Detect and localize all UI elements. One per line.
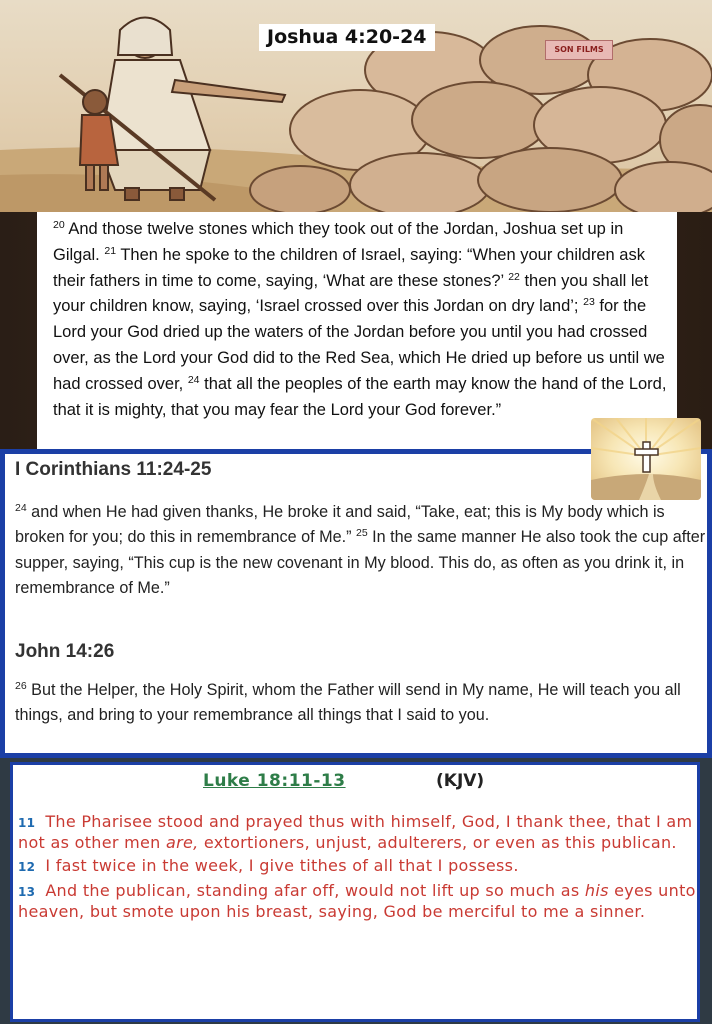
joshua-passage-text — [37, 212, 677, 450]
verse-paragraph — [18, 881, 698, 921]
verse-paragraph — [18, 856, 698, 877]
verse-number: 11 — [18, 816, 36, 830]
verse-text: for the Lord your God dried up the waters of the Jordan before you until you had crossed over, as the Lord your God did to the Red Sea, which He dried up before us until we had crossed over, — [53, 297, 665, 393]
verse-text: And the publican, standing afar off, would not lift up so much as — [45, 881, 585, 900]
verse-number: 22 — [508, 270, 520, 283]
verse-number: 21 — [104, 244, 117, 257]
verse-number: 25 — [356, 527, 368, 540]
verse-text: extortioners, unjust, adulterers, or even as this publican. — [198, 833, 677, 852]
verse-text: eyes unto heaven, but smote upon his breast, saying, God be merciful to me a sinner. — [18, 881, 696, 921]
verse-text: then you shall let your children know, saying, ‘Israel crossed over this Jordan on dry land’; — [53, 271, 649, 316]
verse-number: 13 — [18, 885, 36, 899]
cross-sunburst-icon — [591, 418, 701, 500]
luke-passage-text — [18, 812, 698, 925]
verse-text: And those twelve stones which they took out of the Jordan, Joshua set up in Gilgal. — [53, 220, 624, 264]
verse-paragraph — [18, 812, 698, 852]
luke-panel-background — [0, 758, 712, 1024]
luke-version-label: (KJV) — [436, 771, 485, 791]
verse-number: 23 — [583, 296, 595, 309]
verse-text: I fast twice in the week, I give tithes of all that I possess. — [45, 856, 519, 875]
verse-number: 12 — [18, 860, 36, 874]
verse-number: 24 — [15, 502, 27, 514]
verse-italic-text: are, — [165, 833, 199, 852]
john-heading: John 14:26 — [15, 641, 115, 662]
verse-italic-text: his — [584, 881, 609, 900]
verse-number: 24 — [187, 373, 200, 386]
corinthians-passage-text — [15, 500, 707, 601]
john-passage-text — [15, 678, 707, 727]
luke-heading: Luke 18:11-13 — [203, 771, 346, 791]
verse-number: 26 — [15, 680, 27, 692]
verse-text: and when He had given thanks, He broke it and said, “Take, eat; this is My body which is broken for you; do this in remembrance of Me.” — [15, 503, 665, 547]
verse-text: But the Helper, the Holy Spirit, whom the Father will send in My name, He will teach you all things, and bring to your remembrance all things that I said to you. — [15, 681, 681, 724]
verse-text: that all the peoples of the earth may know the hand of the Lord, that it is mighty, that you may fear the Lord your God forever.” — [53, 374, 667, 419]
brand-watermark: SON FILMS — [545, 40, 613, 60]
corinthians-heading: I Corinthians 11:24-25 — [15, 459, 212, 480]
verse-text: In the same manner He also took the cup after supper, saying, “This cup is the new covenant in My blood. This do, as often as you drink it, in remembrance of Me.” — [15, 528, 706, 597]
passage-reference-title: Joshua 4:20-24 — [259, 24, 435, 51]
verse-text: The Pharisee stood and prayed thus with himself, God, I thank thee, that I am not as other men — [18, 812, 693, 852]
verse-text: Then he spoke to the children of Israel, saying: “When your children ask their fathers in time to come, saying, ‘What are these stones?’ — [53, 245, 645, 290]
hero-illustration — [0, 0, 712, 212]
verse-number: 20 — [53, 219, 65, 231]
luke-panel — [10, 762, 700, 1022]
